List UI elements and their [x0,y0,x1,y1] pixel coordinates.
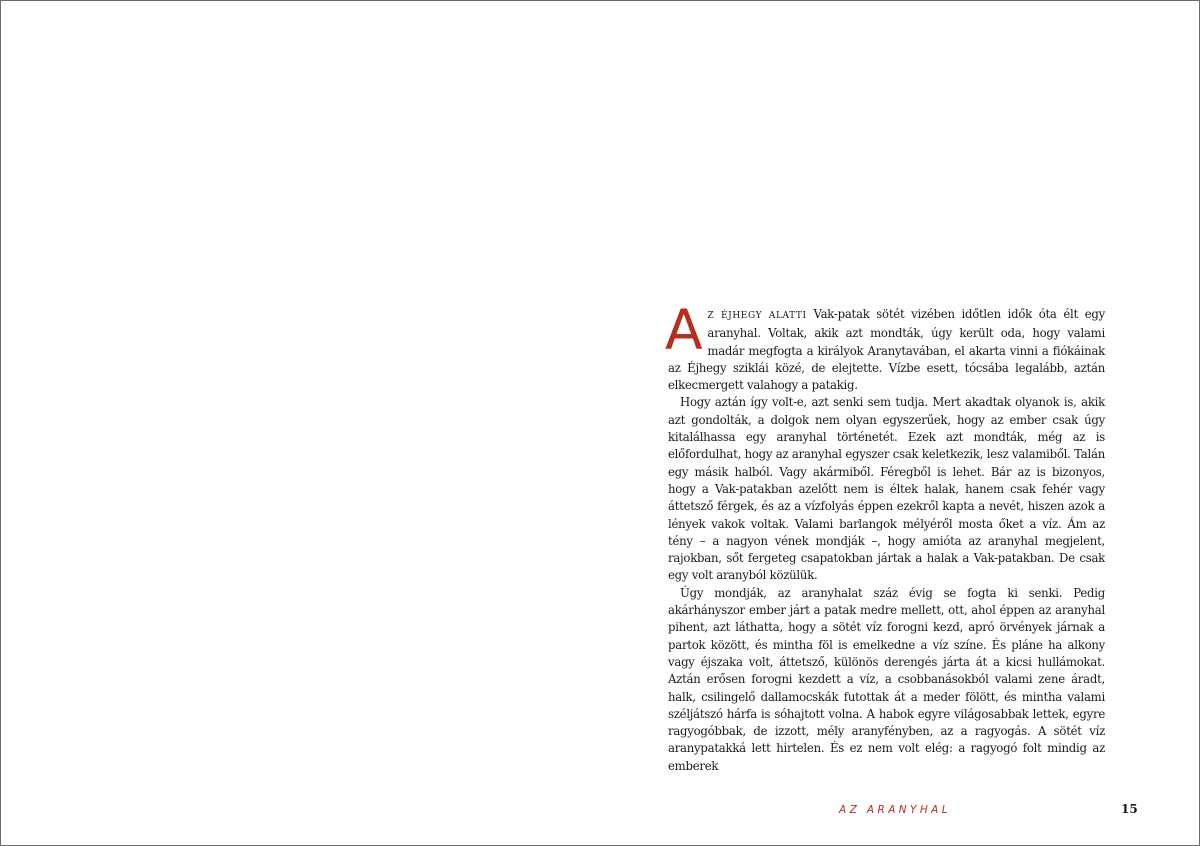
story-text [665,298,1105,775]
paragraph-3: Úgy mondják, az aranyhalat száz évig se fogta ki senki. Pedig akárhányszor ember járt a patak medre mellett, ott, ahol éppen az aranyhal pihent, azt láthatta, hogy a sötét víz forogni kezd, apró örvények járnak a partok között, és mintha föl is emelkedne a víz színe. És pláne ha alkony vagy éjszaka volt, áttetsző, különös derengés járta át a kicsi hullámokat. Aztán erősen forogni kezdett a víz, a csobbanásokból valami zene áradt, halk, csilingelő dallamocskák futottak át a meder fölött, és mintha valami széljátszó hárfa is sóhajtott volna. A habok egyre világosabbak lettek, egyre ragyogóbbak, de izzott, mély aranyfényben, az a ragyogás. A sötét víz aranypatakká lett hirtelen. És ez nem volt elég: a ragyogó folt mindig az emberek [668,585,1105,773]
drop-cap: A [665,298,703,362]
opening-small-caps: Z ÉJHEGY ALATTI [707,311,807,321]
paragraph-2: Hogy aztán így volt-e, azt senki sem tudja. Mert akadtak olyanok is, akik azt gondolták, a dolgok nem olyan egyszerűek, hogy az ember csak úgy kitalálhassa egy aranyhal történetét. Ezek azt mondták, még az is előfordulhat, hogy az aranyhal egyszer csak keletkezik, lesz valamiből. Talán egy másik halból. Vagy akármiből. Féregből is lehet. Bár az is bizonyos, hogy a Vak-patakban azelőtt nem is éltek halak, hanem csak fehér vagy áttetsző férgek, és az a vízfolyás éppen ezekről kapta a nevét, hiszen azok a lények vakok voltak. Valami barlangok mélyéről mosta őket a víz. Ám az tény – a nagyon vének mondják –, hogy amióta az aranyhal megjelent, rajokban, sőt fergeteg csapatokban jártak a halak a Vak-patakban. De csak egy volt aranyból közülük. [668,395,1105,583]
page-number: 15 [1121,802,1138,816]
paragraph-1 [665,298,1105,394]
paragraph-1-text: Vak-patak sötét vizében időtlen idők óta élt egy aranyhal. Voltak, akik azt mondták, úgy került oda, hogy valami madár megfogta a királyok Aranytavában, el akarta vinni a fiókáinak az Éjhegy sziklái közé, de elejtette. Vízbe esett, tócsába legalább, aztán elkecmergett valahogy a patakig. [668,307,1105,393]
running-title: AZ ARANYHAL [839,804,951,816]
